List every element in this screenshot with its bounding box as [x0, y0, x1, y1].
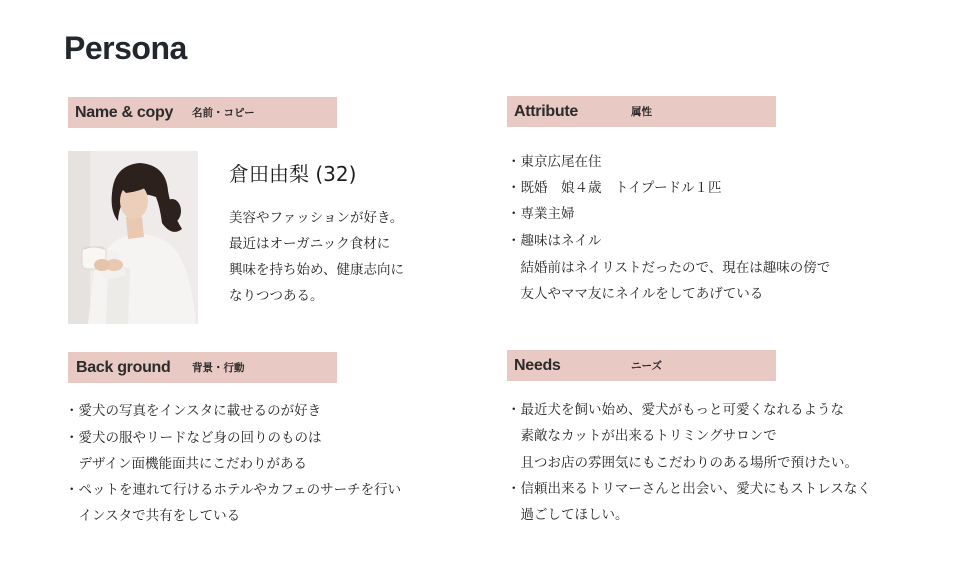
background-line: ・愛犬の写真をインスタに載せるのが好き — [65, 403, 322, 419]
attribute-line: ・趣味はネイル — [507, 233, 602, 249]
section-heading-sub: ニーズ — [631, 360, 662, 372]
attribute-line: ・専業主婦 — [507, 206, 575, 222]
needs-line: 且つお店の雰囲気にもこだわりのある場所で預けたい。 — [507, 455, 858, 471]
section-heading-sub: 背景・行動 — [192, 362, 245, 374]
copy-line: なりつつある。 — [229, 288, 324, 304]
copy-line: 興味を持ち始め、健康志向に — [229, 262, 404, 278]
section-heading: Name & copy — [75, 103, 174, 121]
attribute-line: 友人やママ友にネイルをしてあげている — [507, 286, 764, 302]
section-tag-attribute — [507, 96, 776, 127]
section-tag-name-copy — [68, 97, 337, 128]
persona-name: 倉田由梨 (32) — [229, 162, 357, 186]
background-line: インスタで共有をしている — [65, 508, 241, 524]
background-line: ・ペットを連れて行けるホテルやカフェのサーチを行い — [65, 482, 402, 498]
needs-line: ・信頼出来るトリマーさんと出会い、愛犬にもストレスなく — [507, 481, 871, 497]
section-tag-needs — [507, 350, 776, 381]
section-tag-background — [68, 352, 337, 383]
attribute-line: ・東京広尾在住 — [507, 154, 602, 170]
copy-line: 最近はオーガニック食材に — [229, 236, 391, 252]
background-line: デザイン面機能面共にこだわりがある — [65, 456, 308, 472]
needs-line: ・最近犬を飼い始め、愛犬がもっと可愛くなれるような — [507, 402, 844, 418]
persona-portrait-image — [68, 151, 198, 324]
copy-line: 美容やファッションが好き。 — [229, 210, 404, 226]
persona-photo — [68, 151, 198, 324]
attribute-line: ・既婚 娘４歳 トイプードル１匹 — [507, 180, 722, 196]
background-line: ・愛犬の服やリードなど身の回りのものは — [65, 430, 322, 446]
section-heading-sub: 名前・コピー — [192, 107, 255, 119]
needs-line: 過ごしてほしい。 — [507, 507, 629, 523]
section-heading: Needs — [514, 356, 561, 374]
page-title: Persona — [64, 30, 187, 66]
section-heading-sub: 属性 — [631, 106, 652, 118]
attribute-line: 結婚前はネイリストだったので、現在は趣味の傍で — [507, 260, 831, 276]
section-heading: Back ground — [76, 358, 171, 376]
needs-line: 素敵なカットが出来るトリミングサロンで — [507, 428, 777, 444]
section-heading: Attribute — [514, 102, 578, 120]
